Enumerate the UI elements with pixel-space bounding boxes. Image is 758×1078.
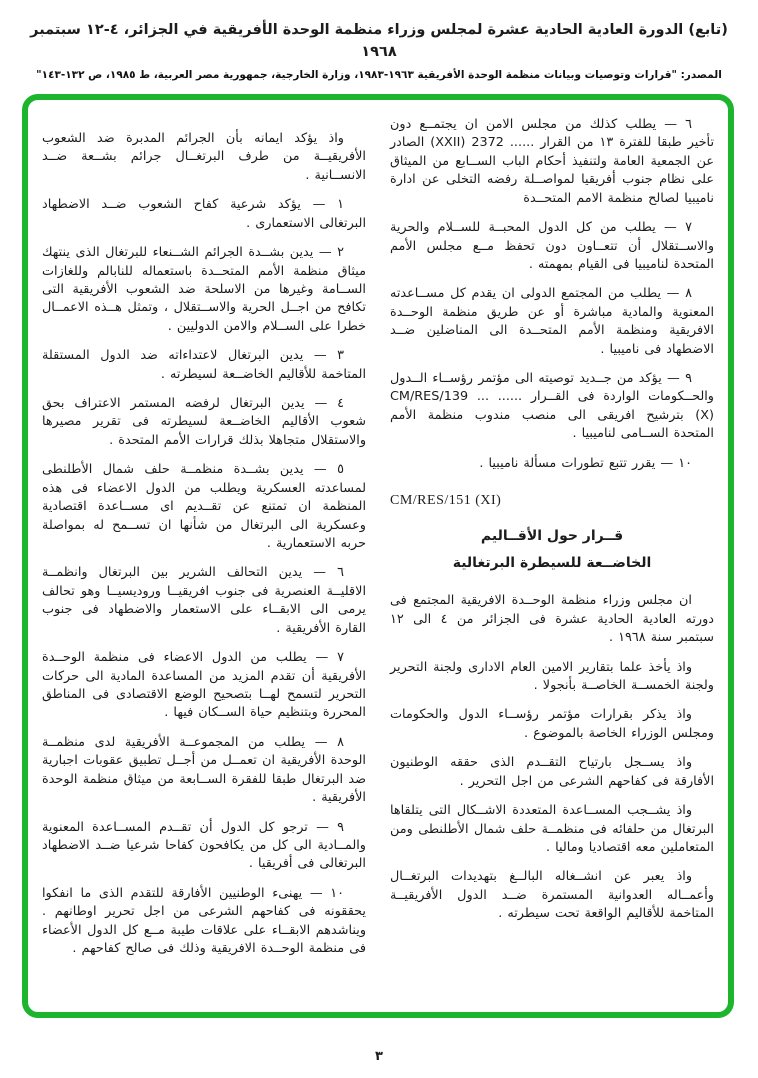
paragraph: ٧ — يطلب من كل الدول المحبــة للســلام والحرية والاســتقلال أن تتعــاون دون تحفظ مــع مجلس الأمم المتحدة لناميبيا فى القيام بمهمته . (390, 220, 714, 272)
resolution-heading-line2: الخاضــعة للسيطرة البرتغالية (452, 554, 652, 571)
resolution-heading-line1: قــرار حول الأقــاليم (480, 528, 624, 545)
paragraph: واذ يســجل بارتياح التقــدم الذى حققه الوطنيون الأفارقة فى كفاحهم الشرعى من اجل التحرير . (390, 755, 714, 789)
paragraph: ٩ — يؤكد من جــديد توصيته الى مؤتمر رؤســاء الــدول والحــكومات الواردة فى القــرار ...... ... ‏CM/RES/139 (X) بترشيح افريقى الى منصب مندوب منظمة الأمم المتحدة الســامى لناميبيا . (390, 371, 714, 442)
paragraph: ٢ — يدين بشــدة الجرائم الشــنعاء للبرتغال الذى ينتهك ميثاق منظمة الأمم المتحــدة باستعماله للنابالم وللغازات الســامة وغيرها من الاسلحة ضد الشعوب الأفريقية التى تكافح من اجــل الحرية والاســتقلال ، وتمثل هــذه الاعمــال خطرا على الســلام والامن الدوليين . (42, 245, 366, 334)
paragraph: واذ يذكر بقرارات مؤتمر رؤســاء الدول والحكومات ومجلس الوزراء الخاصة بالموضوع . (390, 707, 714, 741)
column-right (390, 116, 714, 1002)
paragraph: ان مجلس وزراء منظمة الوحــدة الافريقية المجتمع فى دورته العادية الحادية عشرة فى الجزائر من ٤ الى ١٢ سبتمبر سنة ١٩٦٨ . (390, 593, 714, 646)
paragraph: واذ يشــجب المســاعدة المتعددة الاشــكال التى يتلقاها البرتغال من حلفائه فى منظمــة حلف شمال الأطلنطى ومن المتعاملين معه اقتصاديا وماليا . (390, 803, 714, 855)
source-line: المصدر: "قرارات وتوصيات وبيانات منظمة الوحدة الأفريقية ١٩٦٣-١٩٨٣، وزارة الخارجية، جمهورية مصر العربية، ط ١٩٨٥، ص ١٣٢-١٤٣" (36, 68, 722, 81)
paragraph: ٩ — ترجو كل الدول أن تقــدم المســاعدة المعنوية والمــادية الى كل من يكافحون كفاحا شرعيا ضــد الاضطهاد البرتغالى فى أفريقيا . (42, 819, 366, 872)
resolution-heading (390, 523, 714, 576)
page-header (0, 20, 758, 82)
paragraph: ٥ — يدين بشــدة منظمــة حلف شمال الأطلنطى لمساعدته العسكرية ويطلب من الدول الاعضاء فى هذه المنظمة ان تمتنع عن تقــديم اى مســاعدة اقتصادية وعسكرية الى البرتغال من شأنها ان تســمح له بمواصلة حربه الاستعمارية . (42, 462, 366, 552)
paragraph: ٣ — يدين البرتغال لاعتداءاته ضد الدول المستقلة المتاخمة للأقاليم الخاضــعة لسيطرته . (42, 348, 366, 382)
paragraph: ٧ — يطلب من الدول الاعضاء فى منظمة الوحــدة الأفريقية أن تقدم المزيد من المساعدة المادية الى حركات التحرير لتسمح لهــا بتصحيح الوضع الاقتصادى فى المناطق المحررة وبتنظيم حياة الســكان فيها . (42, 650, 366, 721)
paragraph: ١ — يؤكد شرعية كفاح الشعوب ضــد الاضطهاد البرتغالى الاستعمارى . (42, 197, 366, 231)
content-frame (22, 94, 734, 1018)
paragraph: ٦ — يطلب كذلك من مجلس الامن ان يجتمــع دون تأخير طبقا للفترة ١٣ من القرار ...... ‏2372 (XXII) الصادر عن الجمعية العامة ولتنفيذ أحكام الباب الســابع من الميثاق على نظام جنوب أفريقيا لمواصــلة رفضه التخلى عن ادارة ناميبيا لصالح منظمة الامم المتحــدة (390, 117, 715, 206)
paragraph: ١٠ — يقرر تتبع تطورات مسألة ناميبيا . (479, 455, 692, 471)
column-left (42, 116, 366, 1002)
paragraph: ١٠ — يهنىء الوطنيين الأفارقة للتقدم الذى ما انفكوا يحققونه فى كفاحهم الشرعى من اجل تحرير اوطانهم . ويناشدهم الابقــاء على علاقات طيبة مــع كل الدول الأعضاء فى منظمة الوحــدة الافريقية وذلك فى صالح كفاحهم . (42, 885, 366, 957)
paragraph: واذ يؤكد ايمانه بأن الجرائم المدبرة ضد الشعوب الأفريقيــة من طرف البرتغــال جرائم بشــعة ضــد الانســانية . (42, 131, 366, 183)
paragraph: ٦ — يدين التحالف الشرير بين البرتغال وانظمــة الاقليــة العنصرية فى جنوب افريقيــا وروديسيــا وهو تحالف يرمى الى الابقــاء على الاستعمار والاضطهاد فى جنوب القارة الأفريقية . (42, 565, 366, 636)
paragraph: واذ يأخذ علما بتقارير الامين العام الادارى ولجنة التحرير ولجنة الخمســة الخاصــة بأنجولا . (390, 659, 714, 694)
page-title: (تابع) الدورة العادية الحادية عشرة لمجلس وزراء منظمة الوحدة الأفريقية في الجزائر، ٤-١٢ سبتمبر ١٩٦٨ (30, 22, 728, 60)
page-number: ٣ (375, 1049, 383, 1064)
paragraph: ٤ — يدين البرتغال لرفضه المستمر الاعتراف بحق شعوب الأقاليم الخاضــعة لسيطرته فى تقرير مصيرها والاستقلال متجاهلا بذلك قرارات الأمم المتحدة . (42, 396, 366, 448)
resolution-code: CM/RES/151 (XI) (390, 493, 502, 509)
paragraph: ٨ — يطلب من المجتمع الدولى ان يقدم كل مســاعدته المعنوية والمادية مباشرة أو عن طريق منظمة الوحــدة الافريقية ومنظمة الأمم المتحــدة الى المناضلين ضــد الاضطهاد فى ناميبيا . (390, 286, 714, 357)
paragraph: واذ يعبر عن انشــغاله البالــغ بتهديدات البرتغــال وأعمــاله العدوانية المستمرة ضــد الدول الأفريقيــة المتاخمة للأقاليم الواقعة تحت سيطرته . (390, 869, 714, 922)
paragraph: ٨ — يطلب من المجموعــة الأفريقية لدى منظمــة الوحدة الأفريقية ان تعمــل من أجــل تطبيق عقوبات اجبارية ضد البرتغال طبقا للفقرة الســابعة من ميثاق منظمة الوحدة الأفريقية . (42, 734, 366, 806)
